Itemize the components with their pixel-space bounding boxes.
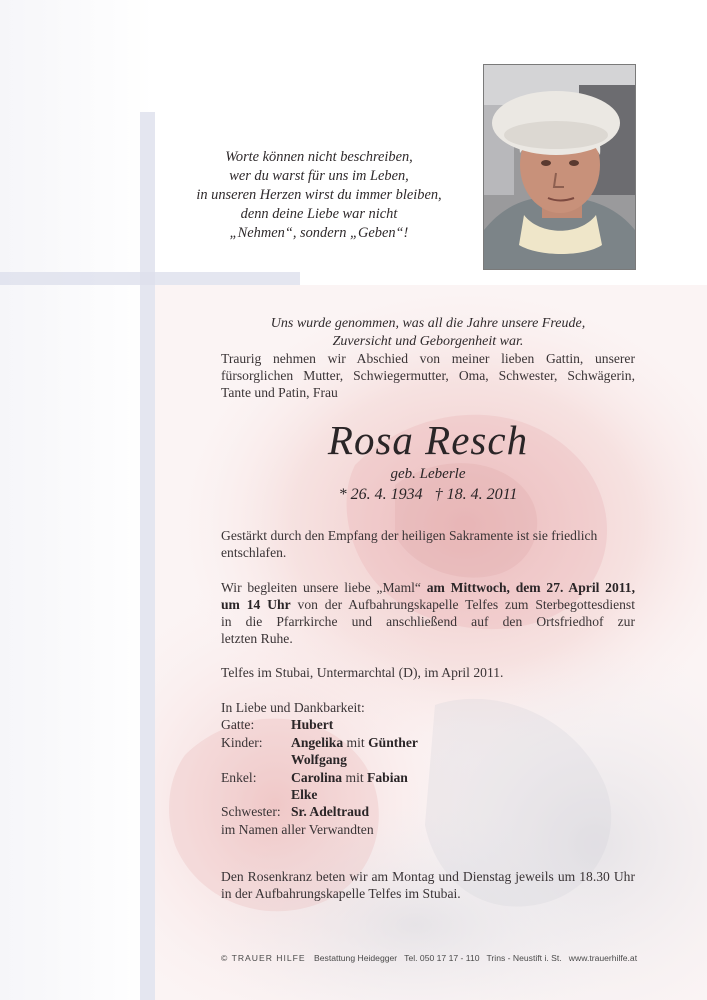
family-row-schwester	[221, 803, 635, 820]
footer-brand: © TRAUER HILFE	[221, 953, 306, 963]
quote-line: in unseren Herzen wirst du immer bleiben,	[196, 187, 442, 203]
family-label: Enkel:	[221, 769, 257, 785]
family-member: Fabian	[367, 769, 408, 785]
announcement-line: Traurig nehmen wir Abschied von meiner lieben Gattin, unserer	[221, 351, 635, 366]
family-connector: mit	[343, 734, 369, 750]
life-dates: * 26. 4. 1934 † 18. 4. 2011	[338, 486, 518, 503]
sacrament-line: entschlafen.	[221, 545, 287, 560]
intro-lines	[221, 315, 635, 351]
quote-line: „Nehmen“, sondern „Geben“!	[229, 225, 409, 241]
footer-contact: Bestattung Heidegger Tel. 050 17 17 - 110 Trins - Neustift i. St. www.trauerhilfe.at	[314, 953, 638, 963]
announcement-line: Tante und Patin, Frau	[221, 385, 338, 400]
family-row-gatte	[221, 716, 635, 733]
intro-line: Zuversicht und Geborgenheit war.	[332, 334, 524, 349]
family-row-enkel-2	[221, 786, 635, 803]
funeral-details	[221, 579, 635, 647]
funeral-line	[221, 596, 635, 613]
family-row-kinder-2	[221, 751, 635, 768]
quote-line: Worte können nicht beschreiben,	[225, 149, 413, 165]
funeral-time: um 14 Uhr	[221, 597, 291, 612]
cross-horizontal-beam	[0, 272, 300, 285]
family-closing: im Namen aller Verwandten	[221, 821, 374, 837]
announcement-line: fürsorglichen Mutter, Schwiegermutter, Oma, Schwester, Schwägerin,	[221, 368, 635, 383]
family-label: Schwester:	[221, 804, 281, 820]
intro-line: Uns wurde genommen, was all die Jahre unsere Freude,	[270, 316, 586, 331]
sacrament-text	[221, 527, 635, 561]
funeral-text: von der Aufbahrungskapelle Telfes zum Sterbegottesdienst	[290, 597, 635, 612]
family-row-enkel	[221, 769, 635, 786]
rosary-line: in der Aufbahrungskapelle Telfes im Stubai.	[221, 886, 461, 901]
family-label: Gatte:	[221, 717, 255, 733]
memorial-quote	[188, 148, 450, 243]
family-heading: In Liebe und Dankbarkeit:	[221, 700, 365, 715]
funeral-line: in die Pfarrkirche und anschließend auf den Ortsfriedhof zur	[221, 614, 635, 629]
maiden-name: geb. Leberle	[390, 466, 466, 482]
place-date	[221, 664, 635, 681]
funeral-text: Wir begleiten unsere liebe „Maml“	[221, 580, 427, 595]
deceased-name: Rosa Resch	[327, 417, 529, 463]
quote-line: wer du warst für uns im Leben,	[229, 168, 409, 184]
funeral-date: am Mittwoch, dem 27. April 2011,	[426, 580, 635, 595]
family-member: Elke	[291, 786, 318, 802]
family-list	[221, 699, 635, 838]
quote-line: denn deine Liebe war nicht	[240, 206, 398, 222]
family-member: Angelika	[291, 734, 344, 750]
cross-vertical-beam	[140, 112, 155, 1000]
family-member: Carolina	[291, 769, 343, 785]
announcement-text	[221, 350, 635, 401]
funeral-line: letzten Ruhe.	[221, 631, 293, 646]
rosary-line: Den Rosenkranz beten wir am Montag und Dienstag jeweils um 18.30 Uhr	[221, 869, 635, 884]
place-date-line: Telfes im Stubai, Untermarchtal (D), im April 2011.	[221, 665, 504, 680]
family-member: Wolfgang	[291, 752, 347, 768]
portrait-photo	[483, 64, 636, 270]
family-member: Sr. Adeltraud	[291, 804, 370, 820]
footer	[221, 953, 681, 963]
family-row-kinder	[221, 734, 635, 751]
rosary-notice	[221, 868, 635, 902]
family-member: Hubert	[291, 717, 334, 733]
family-connector: mit	[342, 769, 368, 785]
family-member: Günther	[368, 734, 418, 750]
funeral-line	[221, 579, 635, 596]
sacrament-line: Gestärkt durch den Empfang der heiligen Sakramente ist sie friedlich	[221, 528, 598, 543]
family-label: Kinder:	[221, 734, 263, 750]
